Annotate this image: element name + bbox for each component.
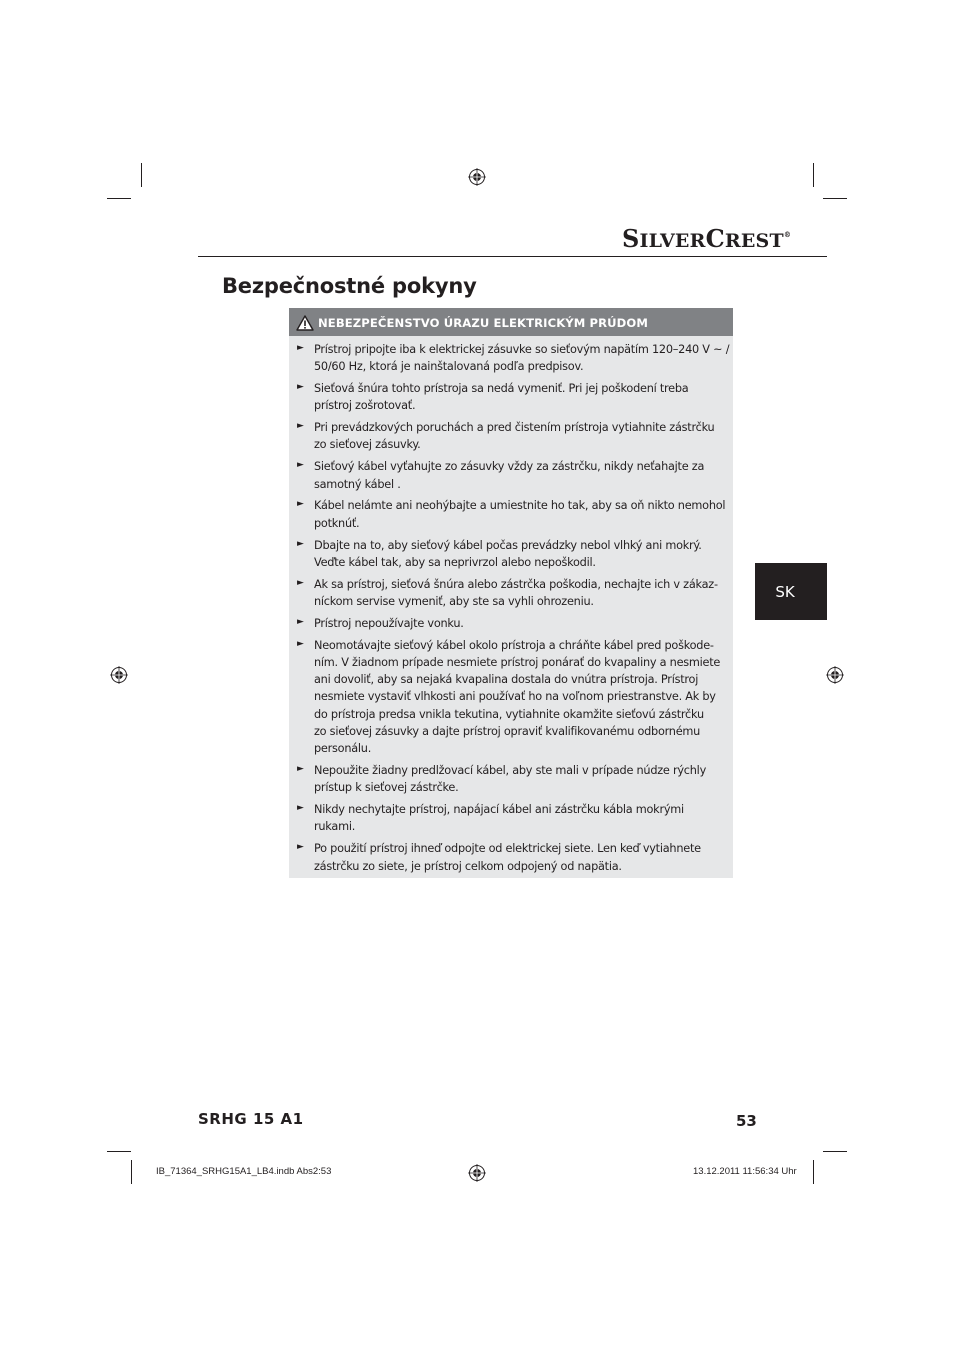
registration-mark-icon <box>468 1164 486 1182</box>
bullet-arrow-icon: ► <box>297 638 304 649</box>
warning-title: NEBEZPEČENSTVO ÚRAZU ELEKTRICKÝM PRÚDOM <box>318 316 649 330</box>
crop-mark <box>813 1160 814 1184</box>
list-item-text <box>314 341 729 376</box>
crop-mark <box>107 198 131 199</box>
list-item-line: Prístroj nepoužívajte vonku. <box>314 616 464 630</box>
page-title: Bezpečnostné pokyny <box>222 274 477 298</box>
page-number: 53 <box>736 1112 757 1130</box>
list-item-line: zo sieťovej zásuvky. <box>314 438 421 452</box>
list-item-text <box>314 497 729 532</box>
list-item-line: prístroj zošrotovať. <box>314 399 416 413</box>
list-item-line: Kábel nelámte ani neohýbajte a umiestnite ho tak, aby sa oň nikto nemohol <box>314 499 726 513</box>
list-item-text <box>314 615 729 632</box>
crop-mark <box>141 163 142 187</box>
crop-mark <box>131 1160 132 1184</box>
bullet-arrow-icon: ► <box>297 382 304 393</box>
list-item-text <box>314 762 729 797</box>
language-label: SK <box>775 583 795 601</box>
bullet-arrow-icon: ► <box>297 803 304 814</box>
crop-mark <box>823 198 847 199</box>
warning-box <box>289 308 733 878</box>
list-item-line: Veďte kábel tak, aby sa neprivrzol alebo nepoškodil. <box>314 555 596 569</box>
list-item-line: nesmiete vystaviť vlhkosti ani používať ho na voľnom priestranstve. Ak by <box>314 690 716 704</box>
crop-mark <box>813 163 814 187</box>
print-slug-timestamp: 13.12.2011 11:56:34 Uhr <box>693 1166 797 1177</box>
list-item-line: Ak sa prístroj, sieťová šnúra alebo zástrčka poškodia, nechajte ich v zákaz- <box>314 577 718 591</box>
list-item-line: Po použití prístroj ihneď odpojte od elektrickej siete. Len keď vytiahnete <box>314 842 701 856</box>
list-item-line: níckom servise vymeniť, aby ste sa vyhli ohrozeniu. <box>314 594 594 608</box>
model-number: SRHG 15 A1 <box>198 1110 304 1128</box>
crop-mark <box>107 1151 131 1152</box>
list-item-line: Prístroj pripojte iba k elektrickej zásuvke so sieťovým napätím 120–240 V ~ / <box>314 343 730 356</box>
language-tab <box>755 563 827 620</box>
list-item-line: Nepoužite žiadny predlžovací kábel, aby ste mali v prípade núdze rýchly <box>314 764 706 778</box>
list-item-line: zástrčku zo siete, je prístroj celkom odpojený od napätia. <box>314 859 622 873</box>
warning-triangle-icon <box>296 315 314 331</box>
bullet-arrow-icon: ► <box>297 499 304 510</box>
warning-header <box>289 308 733 336</box>
list-item-line: Neomotávajte sieťový kábel okolo prístroja a chráňte kábel pred poškode- <box>314 638 714 652</box>
list-item-text <box>314 840 729 875</box>
bullet-arrow-icon: ► <box>297 842 304 853</box>
list-item-line: rukami. <box>314 820 356 834</box>
list-item-line: ani dovoliť, aby sa nejaká kvapalina dostala do vnútra prístroja. Prístroj <box>314 673 699 687</box>
bullet-arrow-icon: ► <box>297 577 304 588</box>
registration-mark-icon <box>826 666 844 684</box>
brand-logo: SILVERCREST® <box>622 224 792 253</box>
list-item-text <box>314 637 729 758</box>
registration-mark-icon <box>468 168 486 186</box>
bullet-arrow-icon: ► <box>297 538 304 549</box>
list-item-text <box>314 458 729 493</box>
list-item-text <box>314 419 729 454</box>
print-slug-file: IB_71364_SRHG15A1_LB4.indb Abs2:53 <box>156 1166 332 1177</box>
list-item-line: prístup k sieťovej zástrčke. <box>314 781 459 795</box>
list-item-line: ním. V žiadnom prípade nesmiete prístroj ponárať do kvapaliny a nesmiete <box>314 655 721 669</box>
bullet-arrow-icon: ► <box>297 460 304 471</box>
list-item-line: personálu. <box>314 742 372 756</box>
list-item-line: Dbajte na to, aby sieťový kábel počas prevádzky nebol vlhký ani mokrý. <box>314 538 702 552</box>
bullet-arrow-icon: ► <box>297 421 304 432</box>
bullet-arrow-icon: ► <box>297 764 304 775</box>
list-item-line: potknúť. <box>314 516 360 530</box>
list-item-text <box>314 801 729 836</box>
bullet-arrow-icon: ► <box>297 616 304 627</box>
list-item-line: samotný kábel . <box>314 477 401 491</box>
list-item-line: zo sieťovej zásuvky a dajte prístroj opraviť kvalifikovanému odbornému <box>314 724 701 738</box>
list-item-line: do prístroja predsa vnikla tekutina, vytiahnite okamžite sieťovú zástrčku <box>314 707 704 721</box>
list-item-text <box>314 576 729 611</box>
list-item-line: Sieťová šnúra tohto prístroja sa nedá vymeniť. Pri jej poškodení treba <box>314 382 689 396</box>
list-item-text <box>314 380 729 415</box>
list-item-line: Sieťový kábel vyťahujte zo zásuvky vždy za zástrčku, nikdy neťahajte za <box>314 460 705 474</box>
list-item-line: Nikdy nechytajte prístroj, napájací kábel ani zástrčku kábla mokrými <box>314 803 684 817</box>
registration-mark-icon <box>110 666 128 684</box>
header-rule <box>198 256 827 257</box>
list-item-line: Pri prevádzkových poruchách a pred čistením prístroja vytiahnite zástrčku <box>314 421 715 435</box>
list-item-line: 50/60 Hz, ktorá je nainštalovaná podľa predpisov. <box>314 360 584 374</box>
bullet-arrow-icon: ► <box>297 343 304 353</box>
crop-mark <box>823 1151 847 1152</box>
list-item-text <box>314 537 729 572</box>
